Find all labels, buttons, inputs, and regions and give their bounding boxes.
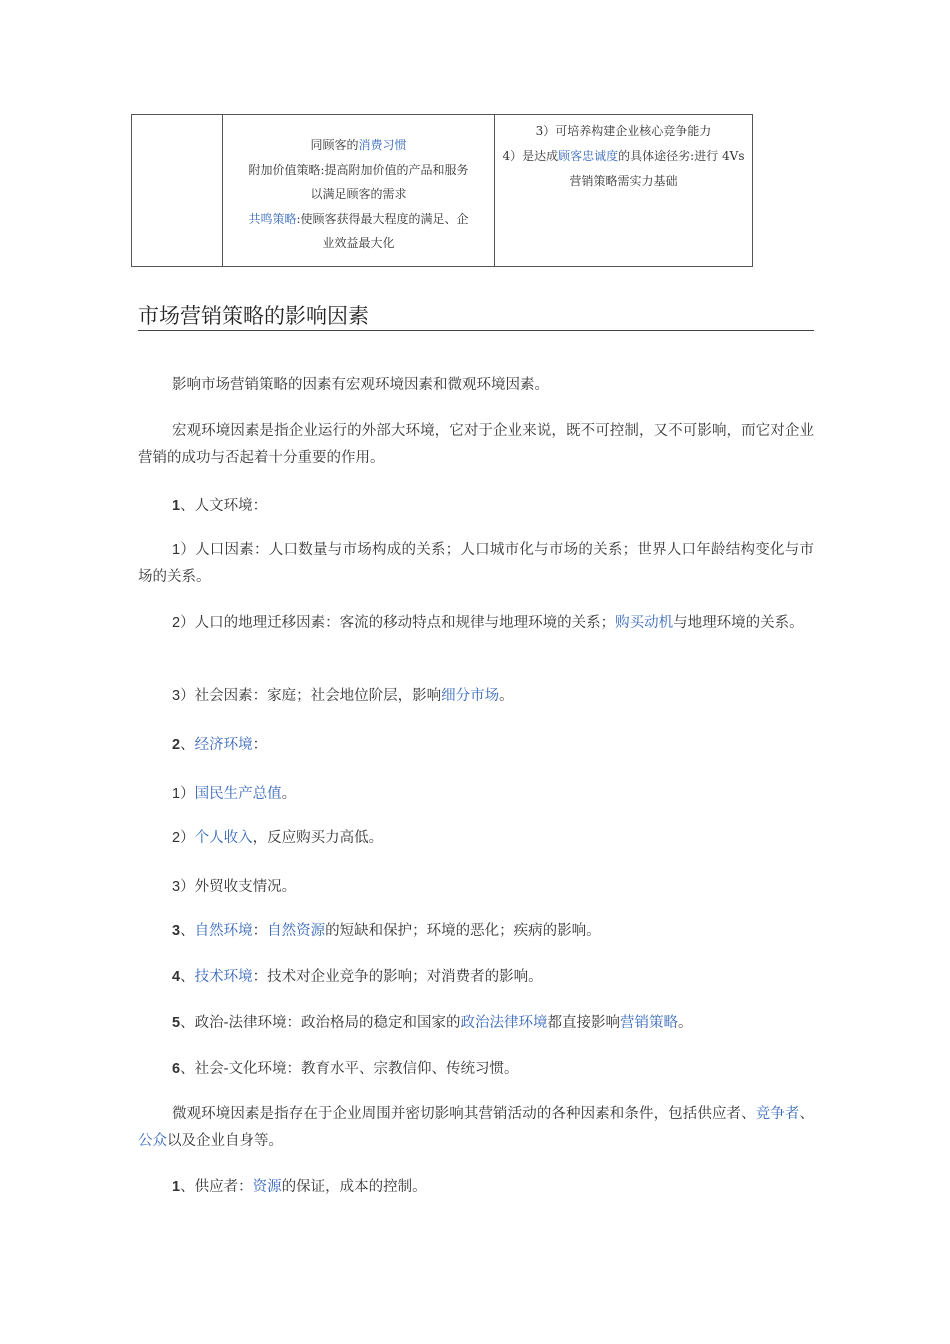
table-line: 3）可培养构建企业核心竞争能力 [535,124,712,138]
paragraph-macro: 宏观环境因素是指企业运行的外部大环境，它对于企业来说，既不可控制，又不可影响，而它对企业营销的成功与否起着十分重要的作用。 [138,423,814,466]
item-supplier: 1、供应者：资源的保证，成本的控制。 [172,1179,427,1195]
section-heading: 市场营销策略的影响因素 [138,302,814,331]
public-link[interactable]: 公众 [138,1133,167,1149]
section-culture: 6、社会-文化环境：教育水平、宗教信仰、传统习惯。 [172,1061,519,1077]
paragraph-intro: 影响市场营销策略的因素有宏观环境因素和微观环境因素。 [172,377,549,393]
table-line: 同顾客的消费习惯 [310,138,407,152]
paragraph-micro: 微观环境因素是指存在于企业周围并密切影响其营销活动的各种因素和条件，包括供应者、竞争者、公众以及企业自身等。 [138,1106,814,1149]
personal-income-link[interactable]: 个人收入 [194,830,253,846]
customer-loyalty-link[interactable]: 顾客忠诚度 [558,149,619,163]
competitor-link[interactable]: 竞争者 [755,1106,800,1122]
consumption-habit-link[interactable]: 消费习惯 [358,138,407,152]
marketing-strategy-link[interactable]: 营销策略 [619,1015,678,1031]
market-segment-link[interactable]: 细分市场 [441,688,500,704]
technology-environment-link[interactable]: 技术环境 [194,969,253,985]
table-line: 业效益最大化 [322,236,395,250]
section-humanities: 1、人文环境： [172,498,268,514]
item-income: 2）个人收入，反应购买力高低。 [172,830,384,846]
section-technology: 4、技术环境：技术对企业竞争的影响；对消费者的影响。 [172,969,543,985]
resource-link[interactable]: 资源 [252,1179,282,1195]
natural-environment-link[interactable]: 自然环境 [194,923,253,939]
section-economy: 2、经济环境： [172,737,268,753]
table-cell-strategies [223,115,495,267]
economic-environment-link[interactable]: 经济环境 [194,737,253,753]
item-trade: 3）外贸收支情况。 [172,879,297,895]
table-line: 营销策略需实力基础 [569,174,678,188]
resonance-strategy-link[interactable]: 共鸣策略 [248,211,297,226]
item-social: 3）社会因素：家庭；社会地位阶层，影响细分市场。 [172,688,514,704]
gnp-link[interactable]: 国民生产总值 [194,786,282,802]
purchase-motive-link[interactable]: 购买动机 [615,615,674,631]
section-nature: 3、自然环境：自然资源的短缺和保护；环境的恶化；疾病的影响。 [172,923,601,939]
table-line: 共鸣策略:使顾客获得最大程度的满足、企 [248,211,469,226]
table-line: 附加价值策略:提高附加价值的产品和服务 [248,162,469,177]
table-line: 以满足顾客的需求 [310,187,407,201]
item-population: 1）人口因素：人口数量与市场构成的关系；人口城市化与市场的关系；世界人口年龄结构变化与市场的关系。 [138,542,814,585]
section-politics: 5、政治-法律环境：政治格局的稳定和国家的政治法律环境都直接影响营销策略。 [172,1015,693,1031]
item-gnp: 1）国民生产总值。 [172,786,297,802]
table-line: 4）是达成顾客忠诚度的具体途径劣:进行 4Vs [502,149,745,163]
political-legal-link[interactable]: 政治法律环境 [460,1015,548,1031]
table-cell-benefits [495,115,753,267]
table-cell-empty [132,115,223,267]
strategy-table [131,114,753,267]
natural-resources-link[interactable]: 自然资源 [267,923,326,939]
item-migration: 2）人口的地理迁移因素：客流的移动特点和规律与地理环境的关系；购买动机与地理环境的关系。 [172,615,804,631]
